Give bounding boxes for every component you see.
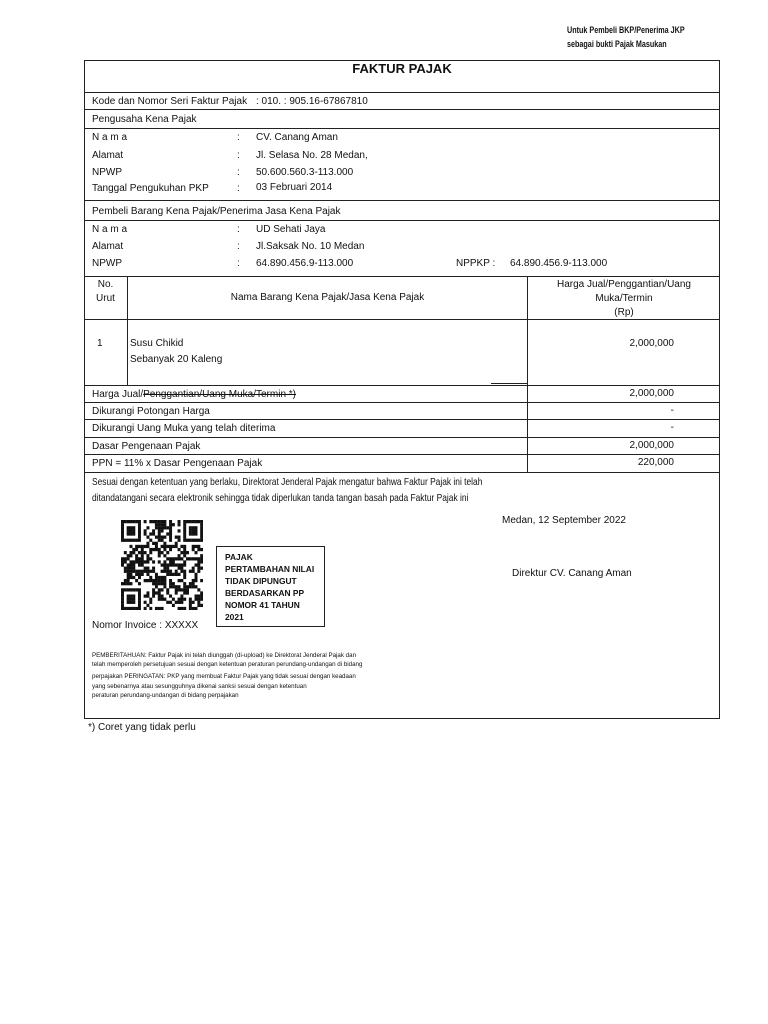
ppn-label: PPN = 11% x Dasar Pengenaan Pajak: [92, 458, 263, 469]
statement-line2: ditandatangani secara elektronik sehingga tidak diperlukan tanda tangan basah pada Faktur Pajak ini: [92, 492, 469, 504]
buyer-npwp-label: NPWP: [92, 258, 122, 269]
buyer-npwp-value: 64.890.456.9-113.000: [256, 258, 354, 269]
top-note-line1: Untuk Pembeli BKP/Penerima JKP: [567, 25, 685, 35]
seller-npwp-value: 50.600.560.3-113.000: [256, 167, 354, 178]
col-name-header: Nama Barang Kena Pajak/Jasa Kena Pajak: [230, 292, 425, 303]
buyer-section-title: Pembeli Barang Kena Pajak/Penerima Jasa Kena Pajak: [92, 206, 341, 217]
ppn-value: 220,000: [637, 457, 674, 468]
divider: [84, 276, 720, 277]
invoice-number: [92, 620, 198, 632]
seller-nama-value: CV. Canang Aman: [256, 132, 338, 143]
notice-line: yang sebenarnya atau sesungguhnya dikenai sanksi sesuai dengan ketentuan: [92, 683, 307, 690]
document-title: FAKTUR PAJAK: [352, 61, 452, 76]
item-no: 1: [97, 338, 103, 349]
top-note-line2: sebagai bukti Pajak Masukan: [567, 39, 667, 49]
harga-jual-value: 2,000,000: [629, 388, 674, 399]
notice-line: peraturan perundang-undangan di bidang perpajakan: [92, 692, 239, 699]
stamp-line: BERDASARKAN PP: [225, 588, 305, 598]
divider: [84, 402, 720, 403]
statement-line1: Sesuai dengan ketentuan yang berlaku, Direktorat Jenderal Pajak mengatur bahwa Faktur Pajak ini telah: [92, 476, 483, 488]
buyer-nppkp-label: NPPKP :: [456, 258, 496, 269]
item-name-line1: Susu Chikid: [130, 338, 184, 349]
divider: [84, 109, 720, 110]
uang-muka-label: Dikurangi Uang Muka yang telah diterima: [92, 423, 276, 434]
kode-nomor-label: Kode dan Nomor Seri Faktur Pajak: [92, 96, 248, 107]
col-price-header-line2: Muka/Termin: [595, 293, 653, 304]
signer-title: Direktur CV. Canang Aman: [512, 568, 632, 579]
bottom-note: *) Coret yang tidak perlu: [88, 722, 196, 733]
kode-nomor-value: : 010. : 905.16-67867810: [256, 96, 368, 107]
notice-line: PEMBERITAHUAN: Faktur Pajak ini telah diunggah (di-upload) ke Direktorat Jenderal Pajak dan: [92, 652, 357, 659]
col-price-header-line1: Harga Jual/Penggantian/Uang: [557, 279, 691, 290]
harga-jual-prefix: Harga Jual/: [92, 389, 144, 400]
col-no-header-line2: Urut: [96, 293, 115, 304]
divider: [84, 472, 720, 473]
notice-line: perpajakan PERINGATAN: PKP yang membuat Faktur Pajak yang tidak sesuai dengan keadaan: [92, 673, 356, 680]
divider: [84, 128, 720, 129]
divider: [84, 385, 720, 386]
divider: [84, 92, 720, 93]
seller-tgl-value: 03 Februari 2014: [256, 182, 333, 193]
divider: [84, 454, 720, 455]
colon: :: [237, 224, 240, 235]
buyer-nama-label: N a m a: [92, 224, 128, 235]
colon: :: [237, 241, 240, 252]
stamp-line: TIDAK DIPUNGUT: [225, 576, 297, 586]
col-price-header-line3: (Rp): [614, 307, 634, 318]
dpp-value: 2,000,000: [629, 440, 674, 451]
divider: [84, 319, 720, 320]
invoice-label: Nomor Invoice :: [92, 620, 165, 631]
colon: :: [237, 258, 240, 269]
item-amount: 2,000,000: [629, 338, 674, 349]
seller-tgl-label: Tanggal Pengukuhan PKP: [92, 183, 209, 194]
buyer-alamat-label: Alamat: [92, 241, 124, 252]
harga-jual-label: [92, 389, 296, 401]
uang-muka-value: -: [670, 422, 674, 433]
buyer-nppkp-value: 64.890.456.9-113.000: [510, 258, 608, 269]
stamp-line: NOMOR 41 TAHUN: [225, 600, 300, 610]
place-date: Medan, 12 September 2022: [502, 515, 626, 526]
seller-alamat-value: Jl. Selasa No. 28 Medan,: [256, 150, 368, 161]
seller-npwp-label: NPWP: [92, 167, 122, 178]
stamp-line: PERTAMBAHAN NILAI: [225, 564, 315, 574]
potongan-value: -: [670, 405, 674, 416]
colon: :: [237, 167, 240, 178]
divider: [84, 200, 720, 201]
item-name-line2: Sebanyak 20 Kaleng: [130, 354, 223, 365]
seller-section-title: Pengusaha Kena Pajak: [92, 114, 197, 125]
stamp-line: 2021: [225, 612, 244, 622]
invoice-value: XXXXX: [164, 620, 199, 631]
dpp-label: Dasar Pengenaan Pajak: [92, 441, 201, 452]
col-no-header-line1: No.: [97, 279, 114, 290]
buyer-alamat-value: Jl.Saksak No. 10 Medan: [256, 241, 365, 252]
divider: [84, 419, 720, 420]
colon: :: [237, 183, 240, 194]
colon: :: [237, 132, 240, 143]
harga-jual-struck: Penggantian/Uang Muka/Termin *): [143, 389, 297, 400]
divider: [84, 437, 720, 438]
divider: [491, 383, 527, 384]
stamp-line: PAJAK: [225, 552, 253, 562]
seller-alamat-label: Alamat: [92, 150, 124, 161]
qr-code: [121, 520, 203, 610]
seller-nama-label: N a m a: [92, 132, 128, 143]
notice-line: telah memperoleh persetujuan sesuai dengan ketentuan peraturan perundang-undangan di bidang: [92, 661, 363, 668]
colon: :: [237, 150, 240, 161]
divider: [84, 220, 720, 221]
potongan-label: Dikurangi Potongan Harga: [92, 406, 210, 417]
buyer-nama-value: UD Sehati Jaya: [256, 224, 326, 235]
